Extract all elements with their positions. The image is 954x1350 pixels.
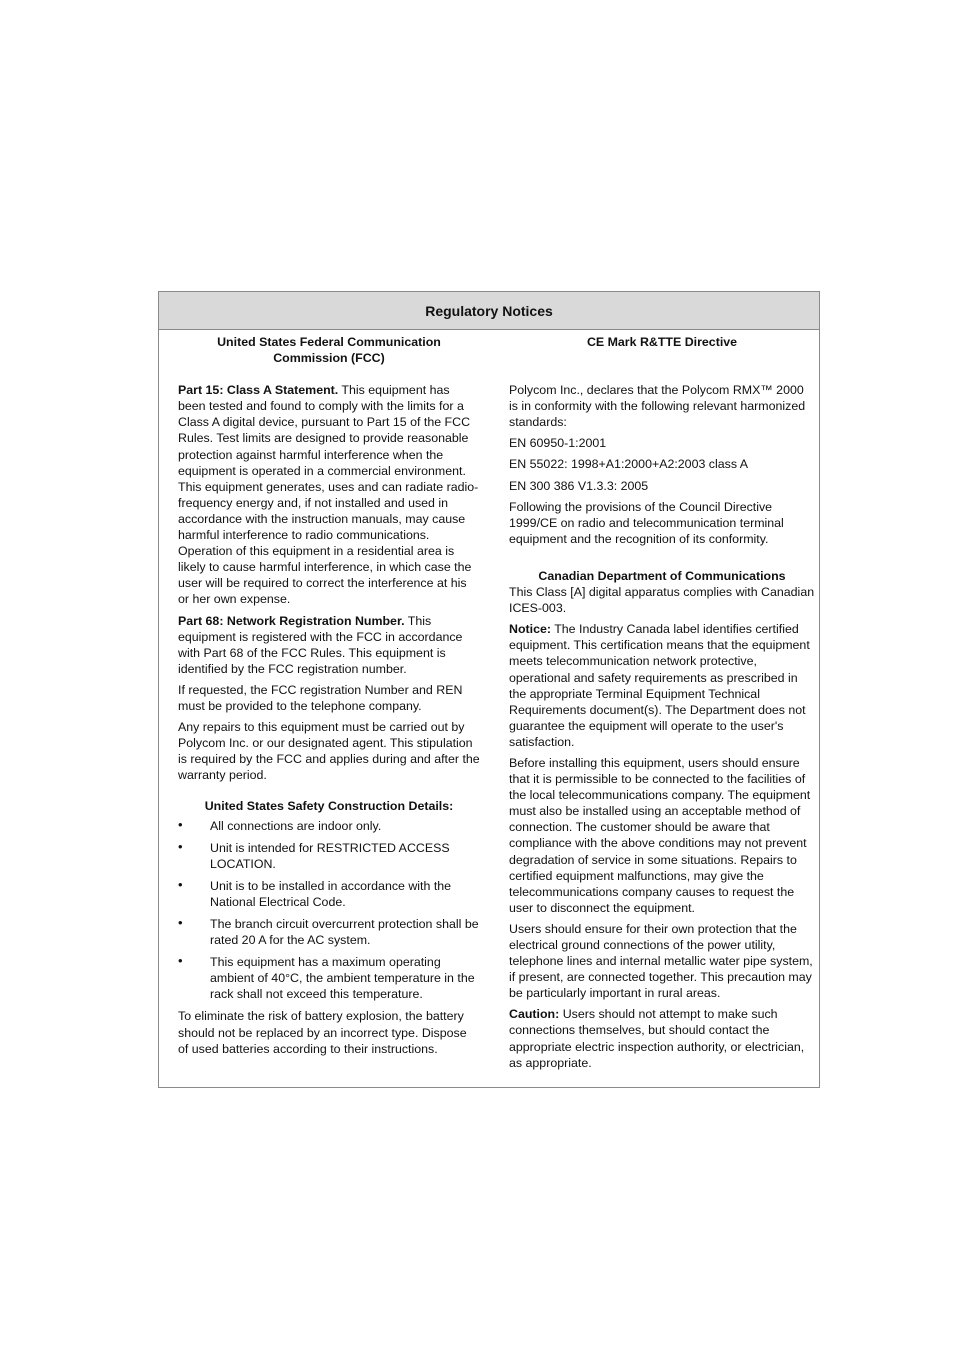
part15-label: Part 15: Class A Statement. bbox=[178, 383, 339, 398]
ren-paragraph: If requested, the FCC registration Number and REN must be provided to the telephone company. bbox=[178, 682, 463, 713]
caution-text: Users should not attempt to make such connections themselves, but should contact the appropriate electric inspection authority, or electrician, as appropriate. bbox=[509, 1007, 805, 1070]
users-protection-paragraph: Users should ensure for their own protection that the electrical ground connections of the power utility, telephone lines and internal metallic water pipe system, if present, are connected together. This precaution may be particularly important in rural areas. bbox=[509, 921, 813, 1001]
before-installing-paragraph: Before installing this equipment, users should ensure that it is permissible to be connected to the facilities of the local telecommunications company. The equipment must also be installed using an acceptable method of connection. The customer should be aware that compliance with the above conditions may not prevent degradation of service in some situations. Repairs to certified equipment malfunctions, may give the telecommunications company causes to request the user to disconnect the equipment. bbox=[509, 755, 811, 915]
safety-item bbox=[178, 818, 480, 834]
safety-heading: United States Safety Construction Details: bbox=[204, 799, 454, 814]
class-paragraph: This Class [A] digital apparatus complies with Canadian ICES-003. bbox=[509, 585, 815, 616]
safety-item-text: The branch circuit overcurrent protection shall be rated 20 A for the AC system. bbox=[210, 917, 479, 948]
safety-item bbox=[178, 878, 480, 910]
bullet-icon: • bbox=[178, 953, 183, 969]
fcc-heading: United States Federal Communication Commission (FCC) bbox=[217, 335, 441, 366]
notice-paragraph bbox=[509, 621, 815, 750]
safety-list bbox=[178, 818, 480, 1003]
standard-1: EN 60950-1:2001 bbox=[509, 436, 607, 451]
safety-item bbox=[178, 840, 480, 872]
bullet-icon: • bbox=[178, 915, 183, 930]
part68-text: This equipment is registered with the FCC in accordance with Part 68 of the FCC Rules. This equipment is identified by the FCC registration number. bbox=[178, 613, 463, 676]
safety-item bbox=[178, 916, 480, 948]
notice-text: The Industry Canada label identifies certified equipment. This certification means that the equipment meets telecommunication network protective, operational and safety requirements as prescribed in the appropriate Terminal Equipment Technical Requirements document(s). The Department does not guarantee the equipment will operate to the user's satisfaction. bbox=[509, 622, 810, 749]
ce-heading: CE Mark R&TTE Directive bbox=[586, 335, 738, 349]
following-paragraph: Following the provisions of the Council Directive 1999/CE on radio and telecommunication terminal equipment and the recognition of its conformity. bbox=[509, 499, 784, 546]
repairs-paragraph: Any repairs to this equipment must be carried out by Polycom Inc. or our designated agent. This stipulation is required by the FCC and applies during and after the warranty period. bbox=[178, 720, 480, 783]
caution-paragraph bbox=[509, 1006, 815, 1070]
safety-item bbox=[178, 954, 480, 1002]
bullet-icon: • bbox=[178, 876, 183, 892]
part68-paragraph bbox=[178, 613, 480, 677]
regulatory-notices-box bbox=[158, 291, 820, 1088]
standard-3: EN 300 386 V1.3.3: 2005 bbox=[509, 478, 649, 493]
part68-label: Part 68: Network Registration Number. bbox=[178, 613, 405, 628]
left-column bbox=[178, 334, 480, 1062]
declares-paragraph: Polycom Inc., declares that the Polycom RMX™ 2000 is in conformity with the following relevant harmonized standards: bbox=[509, 383, 806, 430]
caution-label: Caution: bbox=[509, 1007, 560, 1022]
part15-text: This equipment has been tested and found to comply with the limits for a Class A digital device, pursuant to Part 15 of the FCC Rules. Test limits are designed to provide reasonable protection against harmful interference when the equipment is operated in a commercial environment. This equipment generates, uses and can radiate radio-frequency energy and, if not installed and used in accordance with the instruction manuals, may cause harmful interference to radio communications. Operation of this equipment in a residential area is likely to cause harmful interference, in which case the user will be required to correct the interference at his or her own expense. bbox=[178, 383, 479, 607]
battery-paragraph: To eliminate the risk of battery explosion, the battery should not be replaced by an incorrect type. Dispose of used batteries according to their instructions. bbox=[178, 1009, 467, 1056]
box-title: Regulatory Notices bbox=[159, 292, 819, 330]
notice-label: Notice: bbox=[509, 622, 551, 637]
standard-2: EN 55022: 1998+A1:2000+A2:2003 class A bbox=[509, 457, 749, 472]
bullet-icon: • bbox=[178, 838, 183, 854]
safety-item-text: Unit is to be installed in accordance with the National Electrical Code. bbox=[210, 878, 452, 909]
right-column bbox=[509, 334, 815, 1076]
part15-paragraph bbox=[178, 382, 480, 607]
safety-item-text: This equipment has a maximum operating ambient of 40°C, the ambient temperature in the rack shall not exceed this temperature. bbox=[210, 955, 475, 1002]
canada-heading: Canadian Department of Communications bbox=[538, 568, 786, 583]
safety-item-text: All connections are indoor only. bbox=[210, 818, 382, 833]
bullet-icon: • bbox=[178, 816, 183, 832]
safety-item-text: Unit is intended for RESTRICTED ACCESS LOCATION. bbox=[210, 840, 450, 871]
